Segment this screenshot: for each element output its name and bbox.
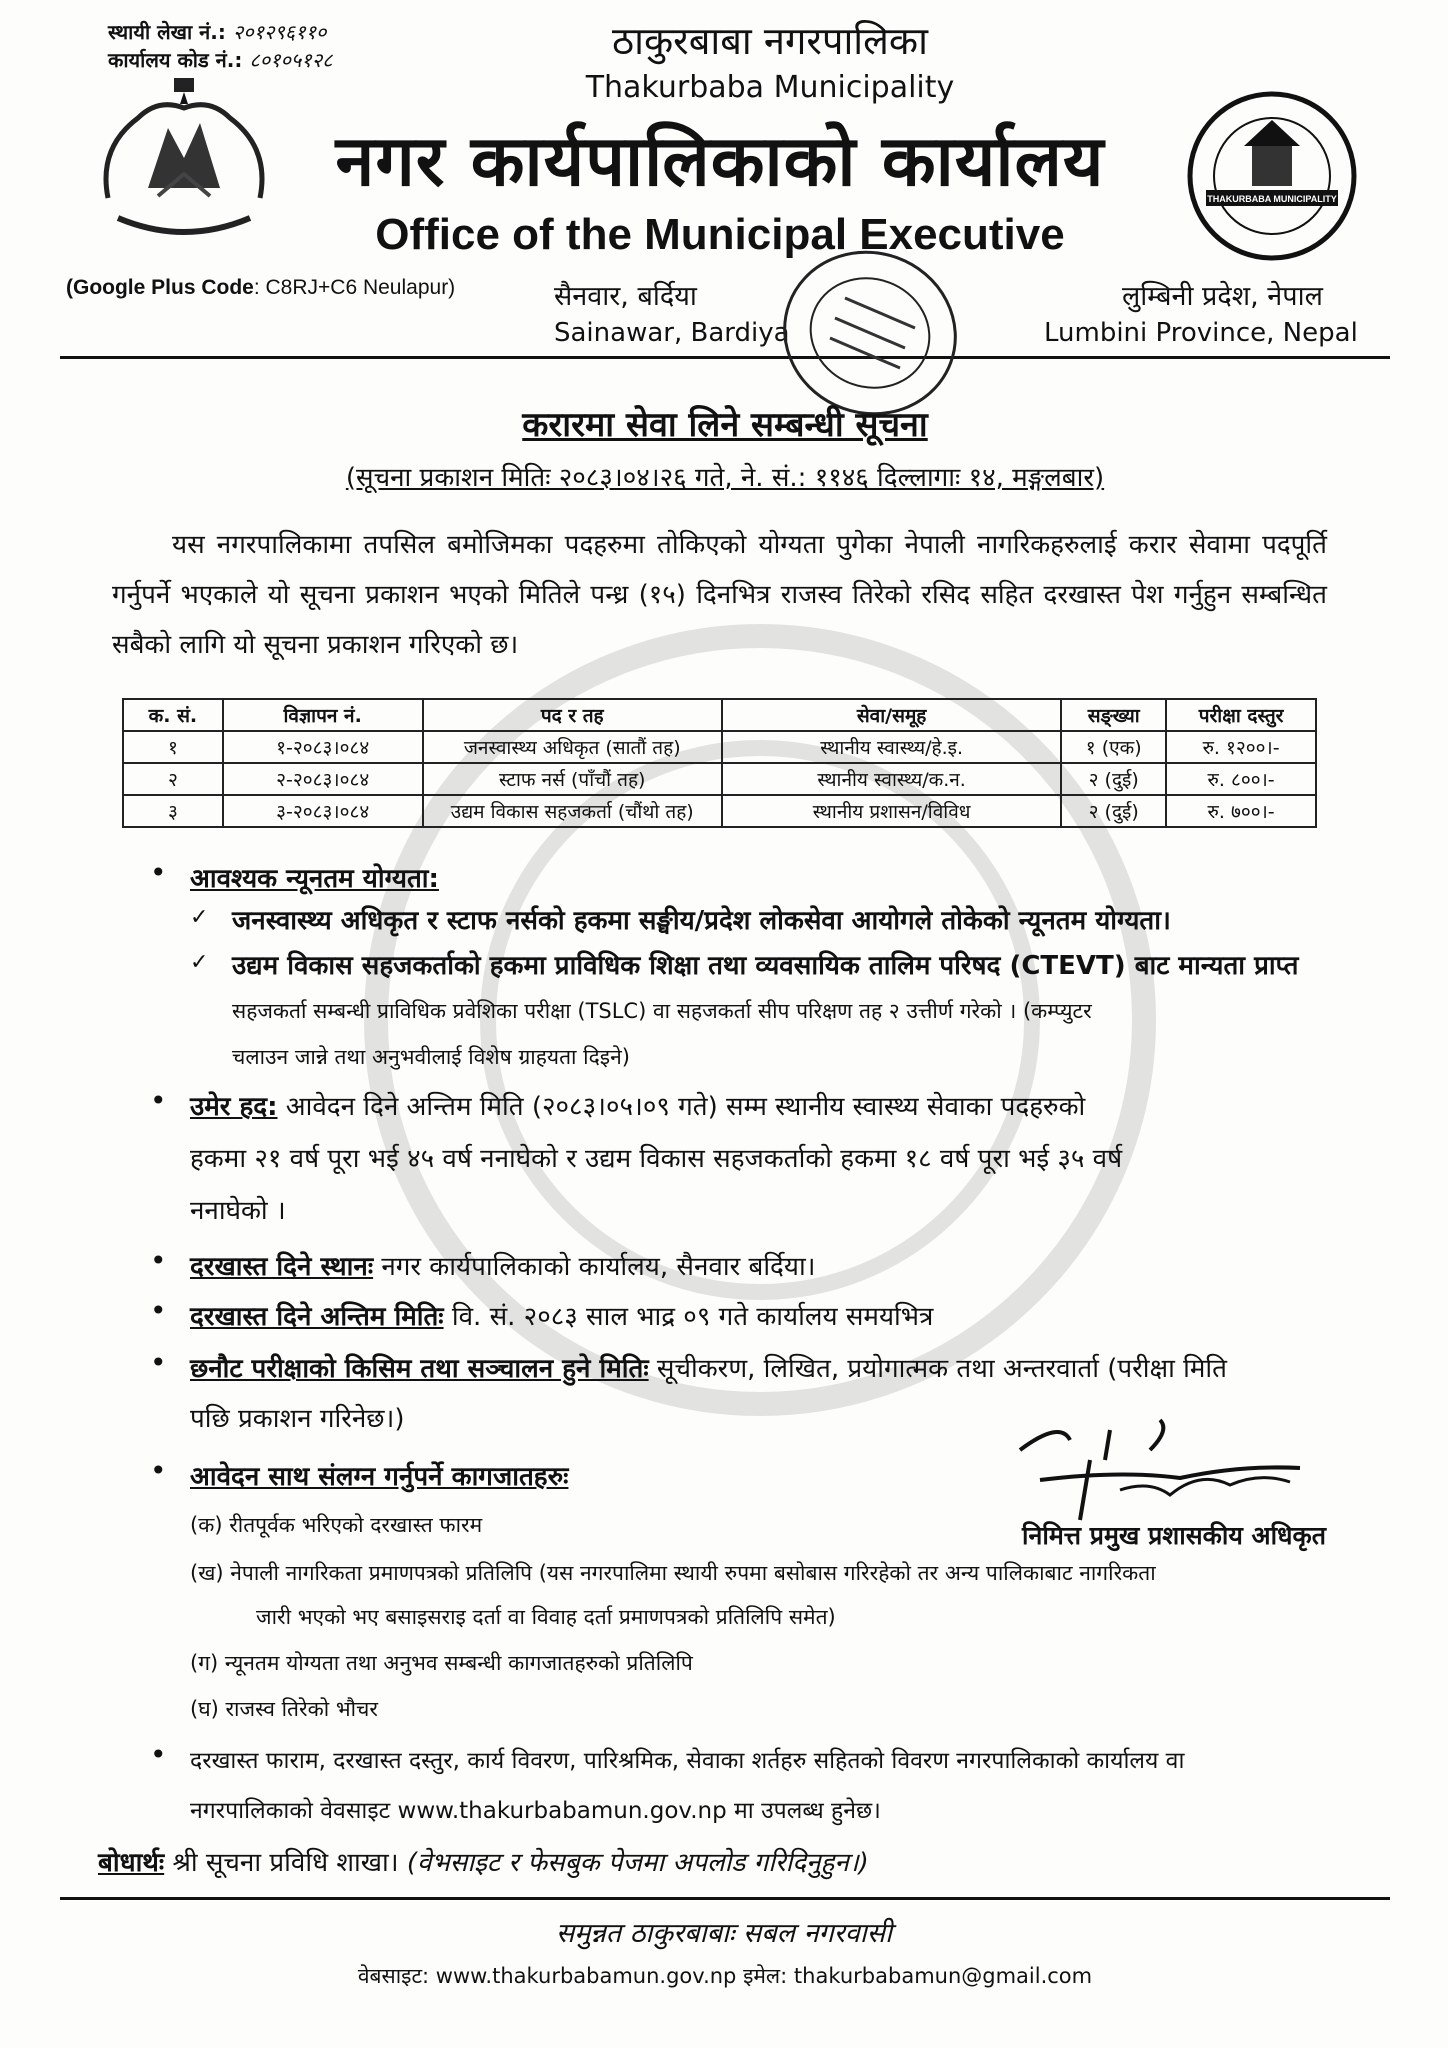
office-identifiers xyxy=(108,18,333,74)
municipality-name-np: ठाकुरबाबा नगरपालिका xyxy=(612,19,928,63)
footer-slogan: समुन्नत ठाकुरबाबाः सबल नगरवासी xyxy=(555,1918,893,1949)
col-serial: क. सं. xyxy=(123,699,223,731)
qualification-item-2-line-1: उद्यम विकास सहजकर्ताको हकमा प्राविधिक शिक्षा तथा व्यवसायिक तालिम परिषद (CTEVT) बाट मान्यता प्राप्त xyxy=(232,951,1299,981)
col-ad-number: विज्ञापन नं. xyxy=(223,699,423,731)
cell: जनस्वास्थ्य अधिकृत (सातौं तह) xyxy=(423,731,722,763)
vacancy-table xyxy=(122,698,1317,828)
cell: रु. १२००।- xyxy=(1166,731,1316,763)
age-limit-line-2: हकमा २१ वर्ष पूरा भई ४५ वर्ष ननाघेको र उद्यम विकास सहजकर्ताको हकमा १८ वर्ष पूरा भई ३५ वर्ष xyxy=(190,1144,1123,1174)
office-title-np: नगर कार्यपालिकाको कार्यालय xyxy=(335,120,1105,202)
address-en: Sainawar, Bardiya xyxy=(554,318,790,348)
document-item-ka: (क) रीतपूर्वक भरिएको दरखास्त फारम xyxy=(190,1513,483,1537)
qualification-item-2-line-3: चलाउन जान्ने तथा अनुभवीलाई विशेष ग्राहयता दिइने) xyxy=(232,1045,630,1069)
check-icon: ✓ xyxy=(190,905,209,930)
signature-icon xyxy=(1000,1410,1360,1580)
bullet-icon: • xyxy=(150,1244,167,1277)
application-place: दरखास्त दिने स्थानः नगर कार्यपालिकाको कार्यालय, सैनवार बर्दिया। xyxy=(190,1252,816,1282)
qualification-item-1: जनस्वास्थ्य अधिकृत र स्टाफ नर्सको हकमा सङ्घीय/प्रदेश लोकसेवा आयोगले तोकेको न्यूनतम योग्यता। xyxy=(232,906,1171,936)
municipality-logo-icon xyxy=(1186,90,1358,262)
document-item-kha-line-1: (ख) नेपाली नागरिकता प्रमाणपत्रको प्रतिलिपि (यस नगरपालिमा स्थायी रुपमा बसोबास गरिरहेको तर अन्य पालिकाबाट नागरिकता xyxy=(190,1561,1156,1585)
province-en: Lumbini Province, Nepal xyxy=(1044,318,1358,348)
cell: १-२०८३।०८४ xyxy=(223,731,423,763)
cell: उद्यम विकास सहजकर्ता (चौंथो तह) xyxy=(423,795,722,827)
cell: स्थानीय प्रशासन/विविध xyxy=(722,795,1061,827)
header-divider xyxy=(60,356,1390,359)
logo-banner-text: THAKURBABA MUNICIPALITY xyxy=(1207,194,1337,204)
document-item-ga: (ग) न्यूनतम योग्यता तथा अनुभव सम्बन्धी कागजातहरुको प्रतिलिपि xyxy=(190,1651,693,1675)
office-code-label: कार्यालय कोड नं.: xyxy=(108,48,243,72)
notice-intro: यस नगरपालिकामा तपसिल बमोजिमका पदहरुमा तोकिएको योग्यता पुगेका नेपाली नागरिकहरुलाई करार सेवामा पदपूर्ति गर्नुपर्ने भएकाले यो सूचना प्रकाशन भएको मितिले पन्ध्र (१५) दिनभित्र राजस्व तिरेको रसिद सहित दरखास्त पेश गर्नुहुन सम्बन्धित सबैको लागि यो सूचना प्रकाशन गरिएको छ। xyxy=(112,530,1327,660)
perm-account-label: स्थायी लेखा नं.: xyxy=(108,20,226,44)
col-service-group: सेवा/समूह xyxy=(722,699,1061,731)
bullet-icon: • xyxy=(150,1738,167,1771)
office-title-en: Office of the Municipal Executive xyxy=(375,210,1065,259)
col-count: सङ्ख्या xyxy=(1061,699,1166,731)
age-limit-line-3: ननाघेको । xyxy=(190,1196,286,1226)
documents-heading: आवेदन साथ संलग्न गर्नुपर्ने कागजातहरुः xyxy=(190,1462,569,1492)
age-limit-line-1: उमेर हद: आवेदन दिने अन्तिम मिति (२०८३।०५।०९ गते) सम्म स्थानीय स्वास्थ्य सेवाका पदहरुको xyxy=(190,1092,1086,1122)
table-row xyxy=(123,731,1316,763)
copy-to: बोधार्थः श्री सूचना प्रविधि शाखा। (वेभसाइट र फेसबुक पेजमा अपलोड गरिदिनुहुन।) xyxy=(98,1848,869,1878)
final-note-line-1: दरखास्त फाराम, दरखास्त दस्तुर, कार्य विवरण, पारिश्रमिक, सेवाका शर्तहरु सहितको विवरण नगरपालिकाको कार्यालय वा xyxy=(190,1748,1185,1774)
bullet-icon: • xyxy=(150,1084,167,1117)
office-code-value: ८०१०५१२८ xyxy=(249,48,333,72)
col-position: पद र तह xyxy=(423,699,722,731)
cell: रु. ७००।- xyxy=(1166,795,1316,827)
province-np: लुम्बिनी प्रदेश, नेपाल xyxy=(1122,281,1323,312)
cell: स्थानीय स्वास्थ्य/क.न. xyxy=(722,763,1061,795)
table-row xyxy=(123,763,1316,795)
cell: ३-२०८३।०८४ xyxy=(223,795,423,827)
footer-divider xyxy=(60,1897,1390,1900)
qualification-item-2-line-2: सहजकर्ता सम्बन्धी प्राविधिक प्रवेशिका परीक्षा (TSLC) वा सहजकर्ता सीप परिक्षण तह २ उत्तीर्ण गरेको । (कम्प्युटर xyxy=(232,999,1092,1023)
perm-account-value: २०१२९६११० xyxy=(232,20,327,44)
notice-title: करारमा सेवा लिने सम्बन्धी सूचना xyxy=(522,405,928,445)
municipality-name-en: Thakurbaba Municipality xyxy=(585,70,955,105)
col-exam-fee: परीक्षा दस्तुर xyxy=(1166,699,1316,731)
footer-contact: वेबसाइट: www.thakurbabamun.gov.np इमेल: thakurbabamun@gmail.com xyxy=(357,1964,1093,1988)
cell: स्थानीय स्वास्थ्य/हे.इ. xyxy=(722,731,1061,763)
document-item-gha: (घ) राजस्व तिरेको भौचर xyxy=(190,1697,378,1721)
cell: ३ xyxy=(123,795,223,827)
bullet-icon: • xyxy=(150,1294,167,1327)
table-header-row xyxy=(123,699,1316,731)
cell: स्टाफ नर्स (पाँचौं तह) xyxy=(423,763,722,795)
cell: २ (दुई) xyxy=(1061,763,1166,795)
cell: १ (एक) xyxy=(1061,731,1166,763)
cell: २ xyxy=(123,763,223,795)
document-item-kha-line-2: जारी भएको भए बसाइसराइ दर्ता वा विवाह दर्ता प्रमाणपत्रको प्रतिलिपि समेत) xyxy=(256,1605,836,1629)
cell: १ xyxy=(123,731,223,763)
google-plus-code: (Google Plus Code: C8RJ+C6 Neulapur) xyxy=(66,276,456,299)
bullet-icon: • xyxy=(150,1346,167,1379)
table-row xyxy=(123,795,1316,827)
exam-type-line-2: पछि प्रकाशन गरिनेछ।) xyxy=(190,1404,405,1434)
notice-publish-date: (सूचना प्रकाशन मितिः २०८३।०४।२६ गते, ने. सं.: ११४६ दिल्लागाः १४, मङ्गलबार) xyxy=(345,463,1105,493)
cell: २ (दुई) xyxy=(1061,795,1166,827)
bullet-icon: • xyxy=(150,1454,167,1487)
nepal-emblem-icon xyxy=(88,78,280,248)
cell: २-२०८३।०८४ xyxy=(223,763,423,795)
application-deadline: दरखास्त दिने अन्तिम मितिः वि. सं. २०८३ साल भाद्र ०९ गते कार्यालय समयभित्र xyxy=(190,1302,934,1332)
address-np: सैनवार, बर्दिया xyxy=(554,281,697,312)
signatory-title: निमित्त प्रमुख प्रशासकीय अधिकृत xyxy=(1022,1521,1326,1550)
check-icon: ✓ xyxy=(190,950,209,975)
exam-type-line-1: छनौट परीक्षाको किसिम तथा सञ्चालन हुने मितिः सूचीकरण, लिखित, प्रयोगात्मक तथा अन्तरवार्ता (परीक्षा मिति xyxy=(190,1354,1227,1384)
bullet-icon: • xyxy=(150,856,167,889)
final-note-line-2: नगरपालिकाको वेवसाइट www.thakurbabamun.gov.np मा उपलब्ध हुनेछ। xyxy=(190,1798,881,1824)
qualification-heading: आवश्यक न्यूनतम योग्यता: xyxy=(190,864,439,894)
cell: रु. ८००।- xyxy=(1166,763,1316,795)
